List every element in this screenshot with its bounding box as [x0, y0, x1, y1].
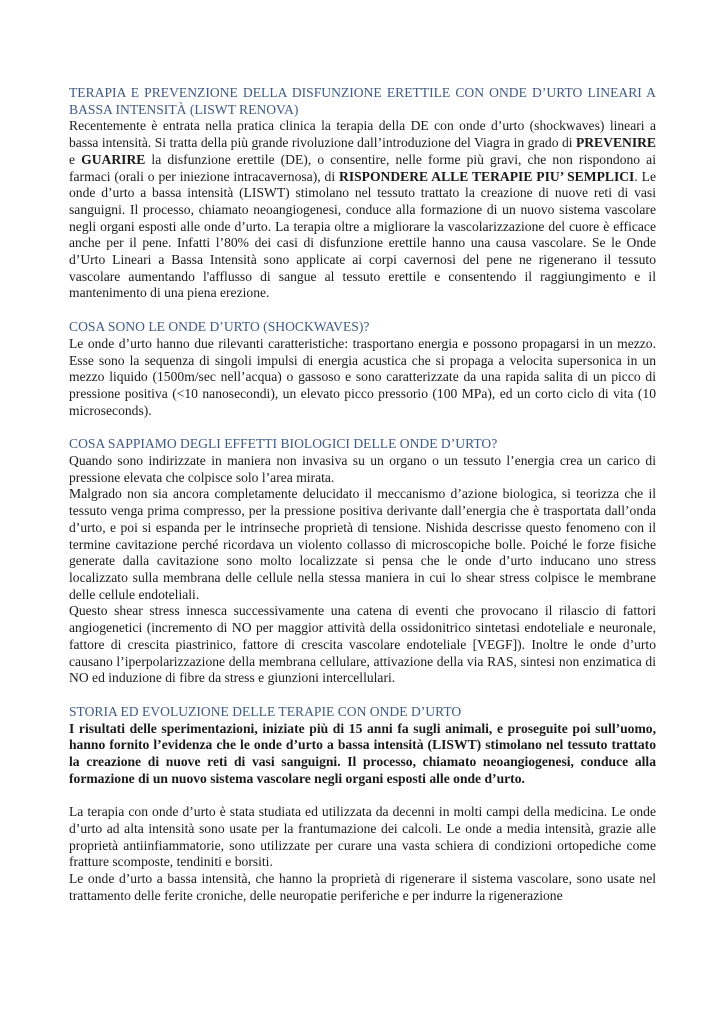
section-heading-shockwaves: COSA SONO LE ONDE D’URTO (SHOCKWAVES)? [69, 319, 370, 335]
history-paragraph-1: La terapia con onde d’urto è stata studiata ed utilizzata da decenni in molti campi della medicina. Le onde d’urto ad alta intensità sono usate per la frantumazione dei calcoli. Le onde a media intensità, grazie alle proprietà antiinfiammatorie, sono utilizzate per curare una vasta schiera di condizioni ortopediche come fratture scomposte, tendiniti e borsiti. [69, 804, 656, 870]
intro-bold-prevenire: PREVENIRE [575, 135, 656, 151]
document-title: TERAPIA E PREVENZIONE DELLA DISFUNZIONE ERETTILE CON ONDE D’URTO LINEARI A BASSA INTENSITÀ (LISWT RENOVA) [69, 85, 656, 117]
intro-text-2: e [69, 151, 82, 167]
intro-text-1: Recentemente è entrata nella pratica clinica la terapia della DE con onde d’urto (shockwaves) lineari a bassa intensità. Si tratta della più grande rivoluzione dall’introduzione del Viagra in grado di [69, 118, 656, 151]
intro-bold-rispondere: RISPONDERE ALLE TERAPIE PIU’ SEMPLICI [339, 168, 635, 184]
effects-paragraph-3: Questo shear stress innesca successivamente una catena di eventi che provocano il rilascio di fattori angiogenetici (incremento di NO per maggior attività della ossidonitrico sintetasi endoteliale e neuronale, fattore di crescita piastrinico, fattore di crescita vascolare endoteliale [VEGF]). Inoltre le onde d’urto causano l’iperpolarizzazione della membrana cellulare, attivazione della via RAS, sintesi non enzimatica di NO ed induzione di fibre da stress e giunzioni intercellulari. [69, 603, 656, 686]
section-heading-effects: COSA SAPPIAMO DEGLI EFFETTI BIOLOGICI DELLE ONDE D’URTO? [69, 436, 498, 452]
effects-paragraph-2: Malgrado non sia ancora completamente delucidato il meccanismo d’azione biologica, si teorizza che il tessuto venga prima compresso, per la pressione positiva derivante dall’energia che è trasportata dall’onda d’urto, e poi si espanda per le intrinseche proprietà di tensione. Nishida descrisse questo fenomeno con il termine cavitazione perché ricordava un violento collasso di microscopiche bolle. Poiché le forze fisiche generate dalla cavitazione sono molto localizzate si pensa che le onde d’urto inducano uno stress localizzato sulla membrana delle cellule nella stessa maniera in cui lo shear stress colpisce le membrane delle cellule endoteliali. [69, 486, 656, 602]
section-heading-history: STORIA ED EVOLUZIONE DELLE TERAPIE CON ONDE D’URTO [69, 703, 462, 719]
section-body-shockwaves: Le onde d’urto hanno due rilevanti caratteristiche: trasportano energia e possono propagarsi in un mezzo. Esse sono la sequenza di singoli impulsi di energia acustica che si propaga a velocita supersonica in un mezzo liquido (1500m/sec nell’acqua) o gassoso e sono caratterizzate da una rapida salita di un picco di pressione positiva (<10 nanosecondi), un elevato picco pressorio (100 MPa), ed un corto ciclo di vita (10 microseconds). [69, 335, 656, 418]
intro-bold-guarire: GUARIRE [81, 151, 146, 167]
effects-paragraph-1: Quando sono indirizzate in maniera non invasiva su un organo o un tessuto l’energia crea un carico di pressione elevata che colpisce solo l’area mirata. [69, 453, 656, 485]
intro-paragraph [69, 118, 656, 302]
intro-text-3: la disfunzione erettile (DE), o consentire, nelle forme più gravi, che non rispondono ai farmaci (orali o per iniezione intracavernosa), di [69, 151, 656, 184]
history-paragraph-2: Le onde d’urto a bassa intensità, che hanno la proprietà di rigenerare il sistema vascolare, sono usate nel trattamento delle ferite croniche, delle neuropatie periferiche e per indurre la rigenerazione [69, 870, 656, 903]
history-bold-paragraph: I risultati delle sperimentazioni, iniziate più di 15 anni fa sugli animali, e proseguite poi sull’uomo, hanno fornito l’evidenza che le onde d’urto a bassa intensità (LISWT) stimolano nel tessuto trattato la creazione di nuove reti di vasi sanguigni. Il processo, chiamato neoangiogenesi, conduce alla formazione di un nuovo sistema vascolare negli organi esposti alle onde d’urto. [69, 720, 656, 786]
blank-line [69, 787, 656, 804]
document-page [69, 85, 656, 904]
intro-text-4: . Le onde d’urto a bassa intensità (LISWT) stimolano nel tessuto trattato la creazione di nuove reti di vasi sanguigni. Il processo, chiamato neoangiogenesi, conduce alla formazione di un nuovo sistema vascolare negli organi esposti alle onde d’urto. La terapia oltre a migliorare la vascolarizzazione del cuore è efficace anche per il pene. Infatti l’80% dei casi di disfunzione erettile hanno una causa vascolare. Se le Onde d’Urto Lineari a Bassa Intensità sono applicate ai corpi cavernosi del pene ne rigenerano il tessuto vascolare aumentando l'afflusso di sangue al tessuto erettile e consentendo il raggiungimento e il mantenimento di una piena erezione. [69, 168, 656, 301]
